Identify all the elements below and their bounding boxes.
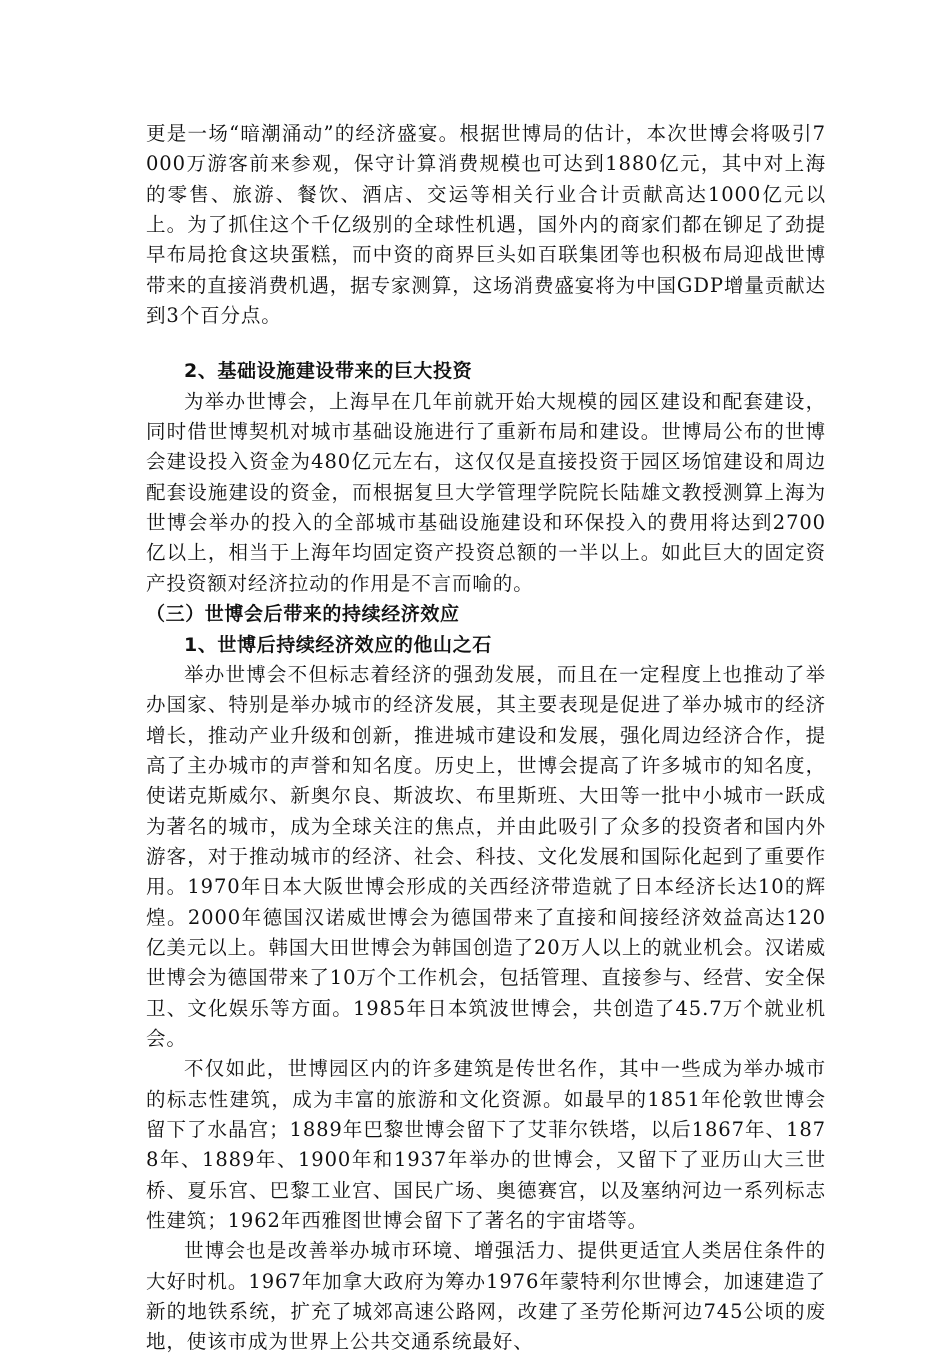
lessons-paragraph-1: 举办世博会不但标志着经济的强劲发展，而且在一定程度上也推动了举办国家、特别是举办城市的经济发展，其主要表现是促进了举办城市的经济增长，推动产业升级和创新，推进城市建设和发展，强化周边经济合作，提高了主办城市的声誉和知名度。历史上，世博会提高了许多城市的知名度，使诺克斯威尔、新奥尔良、斯波坎、布里斯班、大田等一批中小城市一跃成为著名的城市，成为全球关注的焦点，并由此吸引了众多的投资者和国内外游客，对于推动城市的经济、社会、科技、文化发展和国际化起到了重要作用。1970年日本大阪世博会形成的关西经济带造就了日本经济长达10的辉煌。2000年德国汉诺威世博会为德国带来了直接和间接经济效益高达120亿美元以上。韩国大田世博会为韩国创造了20万人以上的就业机会。汉诺威世博会为德国带来了10万个工作机会，包括管理、直接参与、经营、安全保卫、文化娱乐等方面。1985年日本筑波世博会，共创造了45.7万个就业机会。 bbox=[146, 662, 826, 1050]
infrastructure-paragraph: 为举办世博会，上海早在几年前就开始大规模的园区建设和配套建设，同时借世博契机对城市基础设施进行了重新布局和建设。世博局公布的世博会建设投入资金为480亿元左右，这仅仅是直接投资于园区场馆建设和周边配套设施建设的资金，而根据复旦大学管理学院院长陆雄文教授测算上海为世博会举办的投入的全部城市基础设施建设和环保投入的费用将达到2700亿以上，相当于上海年均固定资产投资总额的一半以上。如此巨大的固定资产投资额对经济拉动的作用是不言而喻的。 bbox=[146, 389, 826, 595]
document-body bbox=[146, 119, 826, 1358]
lessons-paragraph-3: 世博会也是改善举办城市环境、增强活力、提供更适宜人类居住条件的大好时机。1967年加拿大政府为筹办1976年蒙特利尔世博会，加速建造了新的地铁系统，扩充了城郊高速公路网，改建了圣劳伦斯河边745公顷的废地，使该市成为世界上公共交通系统最好、 bbox=[146, 1239, 826, 1354]
heading-infrastructure: 2、基础设施建设带来的巨大投资 bbox=[184, 360, 473, 383]
lessons-paragraph-2: 不仅如此，世博园区内的许多建筑是传世名作，其中一些成为举办城市的标志性建筑，成为丰富的旅游和文化资源。如最早的1851年伦敦世博会留下了水晶宫；1889年巴黎世博会留下了艾菲尔铁塔，以后1867年、1878年、1889年、1900年和1937年举办的世博会，又留下了亚历山大三世桥、夏乐宫、巴黎工业宫、国民广场、奥德赛宫，以及塞纳河边一系列标志性建筑；1962年西雅图世博会留下了著名的宇宙塔等。 bbox=[146, 1057, 826, 1233]
intro-paragraph: 更是一场“暗潮涌动”的经济盛宴。根据世博局的估计，本次世博会将吸引7000万游客前来参观，保守计算消费规模也可达到1880亿元，其中对上海的零售、旅游、餐饮、酒店、交运等相关行业合计贡献高达1000亿元以上。为了抓住这个千亿级别的全球性机遇，国外内的商家们都在铆足了劲提早布局抢食这块蛋糕，而中资的商界巨头如百联集团等也积极布局迎战世博带来的直接消费机遇，据专家测算，这场消费盛宴将为中国GDP增量贡献达到3个百分点。 bbox=[146, 122, 826, 328]
heading-section-three: （三）世博会后带来的持续经济效应 bbox=[146, 603, 460, 626]
section-spacer bbox=[146, 331, 826, 356]
heading-lessons: 1、世博后持续经济效应的他山之石 bbox=[184, 633, 492, 656]
